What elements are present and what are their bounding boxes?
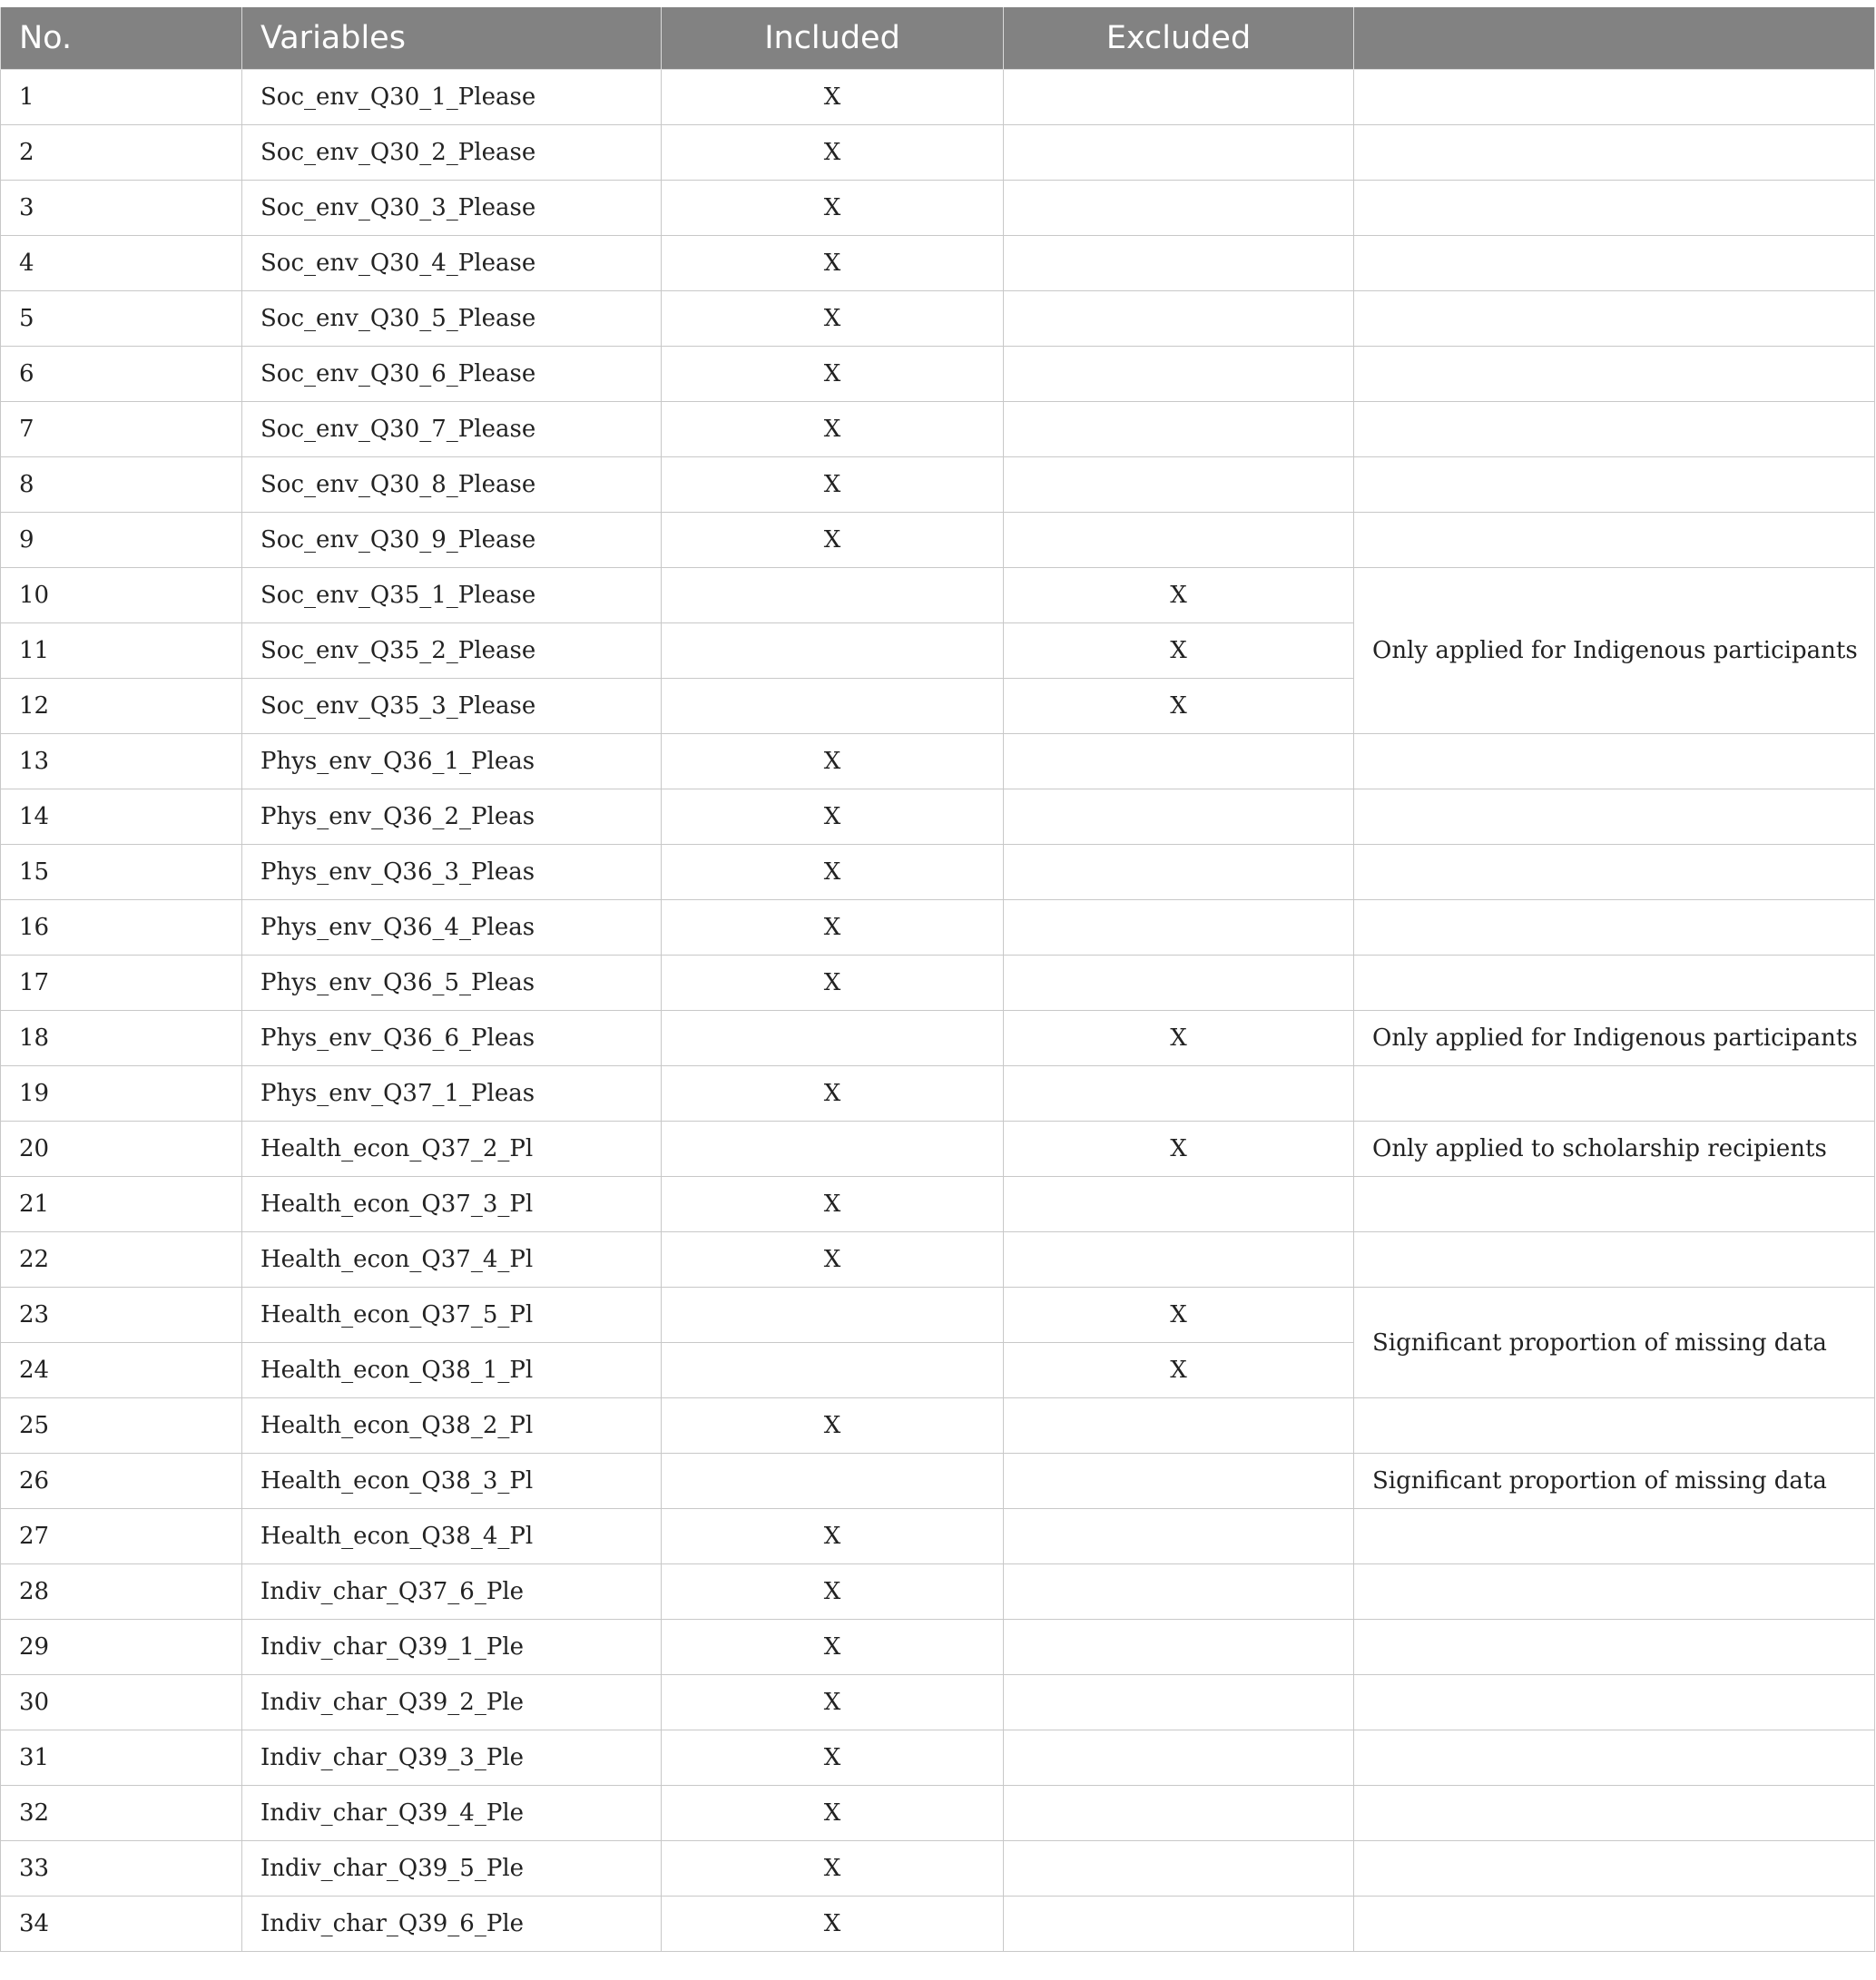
- cell-variable: Soc_env_Q35_2_Please: [242, 623, 662, 679]
- cell-variable: Phys_env_Q36_5_Pleas: [242, 956, 662, 1011]
- cell-variable: Health_econ_Q37_4_Pl: [242, 1232, 662, 1288]
- cell-included: [662, 623, 1004, 679]
- header-included: Included: [662, 7, 1004, 70]
- cell-excluded: [1004, 845, 1354, 900]
- cell-excluded: [1004, 1675, 1354, 1730]
- cell-no: 9: [1, 513, 242, 568]
- cell-note: [1354, 1177, 1875, 1232]
- table-row: [1, 956, 1875, 1011]
- cell-note: [1354, 513, 1875, 568]
- cell-excluded: [1004, 1066, 1354, 1122]
- table-row: [1, 1509, 1875, 1564]
- cell-variable: Phys_env_Q36_1_Pleas: [242, 734, 662, 789]
- cell-variable: Health_econ_Q38_3_Pl: [242, 1454, 662, 1509]
- cell-excluded: [1004, 1730, 1354, 1786]
- cell-included: X: [662, 1841, 1004, 1897]
- cell-variable: Health_econ_Q37_2_Pl: [242, 1122, 662, 1177]
- cell-included: X: [662, 789, 1004, 845]
- cell-variable: Phys_env_Q37_1_Pleas: [242, 1066, 662, 1122]
- table-row: [1, 1232, 1875, 1288]
- cell-no: 24: [1, 1343, 242, 1398]
- cell-no: 23: [1, 1288, 242, 1343]
- table-row: [1, 900, 1875, 956]
- table-row: [1, 402, 1875, 457]
- cell-no: 20: [1, 1122, 242, 1177]
- cell-included: X: [662, 1675, 1004, 1730]
- cell-excluded: [1004, 291, 1354, 347]
- table-row: [1, 125, 1875, 181]
- cell-included: [662, 1343, 1004, 1398]
- cell-variable: Indiv_char_Q39_3_Ple: [242, 1730, 662, 1786]
- cell-no: 18: [1, 1011, 242, 1066]
- cell-included: X: [662, 1564, 1004, 1620]
- table-row: [1, 1841, 1875, 1897]
- cell-excluded: [1004, 70, 1354, 125]
- header-excluded: Excluded: [1004, 7, 1354, 70]
- cell-included: X: [662, 1897, 1004, 1952]
- cell-included: X: [662, 1730, 1004, 1786]
- cell-no: 33: [1, 1841, 242, 1897]
- cell-excluded: X: [1004, 679, 1354, 734]
- cell-included: [662, 568, 1004, 623]
- table-row: [1, 1620, 1875, 1675]
- cell-variable: Indiv_char_Q39_5_Ple: [242, 1841, 662, 1897]
- cell-note: [1354, 1730, 1875, 1786]
- cell-no: 6: [1, 347, 242, 402]
- cell-variable: Phys_env_Q36_4_Pleas: [242, 900, 662, 956]
- cell-note: [1354, 457, 1875, 513]
- cell-excluded: [1004, 1509, 1354, 1564]
- cell-variable: Indiv_char_Q37_6_Ple: [242, 1564, 662, 1620]
- cell-included: X: [662, 457, 1004, 513]
- cell-no: 30: [1, 1675, 242, 1730]
- cell-note: [1354, 1675, 1875, 1730]
- cell-excluded: [1004, 789, 1354, 845]
- cell-excluded: X: [1004, 623, 1354, 679]
- cell-included: X: [662, 1177, 1004, 1232]
- cell-variable: Health_econ_Q38_4_Pl: [242, 1509, 662, 1564]
- cell-variable: Phys_env_Q36_2_Pleas: [242, 789, 662, 845]
- cell-no: 34: [1, 1897, 242, 1952]
- cell-note: [1354, 1620, 1875, 1675]
- cell-excluded: [1004, 1897, 1354, 1952]
- cell-included: X: [662, 125, 1004, 181]
- cell-variable: Indiv_char_Q39_4_Ple: [242, 1786, 662, 1841]
- cell-note: Only applied for Indigenous participants: [1354, 568, 1875, 734]
- cell-no: 19: [1, 1066, 242, 1122]
- cell-no: 28: [1, 1564, 242, 1620]
- cell-included: X: [662, 1509, 1004, 1564]
- variables-table: [0, 7, 1875, 1952]
- cell-no: 25: [1, 1398, 242, 1454]
- table-row: [1, 1066, 1875, 1122]
- cell-no: 27: [1, 1509, 242, 1564]
- cell-excluded: [1004, 402, 1354, 457]
- table-body: [1, 70, 1875, 1952]
- cell-included: X: [662, 1620, 1004, 1675]
- cell-included: [662, 1454, 1004, 1509]
- cell-note: [1354, 181, 1875, 236]
- cell-no: 13: [1, 734, 242, 789]
- table-row: [1, 1177, 1875, 1232]
- cell-excluded: [1004, 1564, 1354, 1620]
- cell-note: [1354, 236, 1875, 291]
- cell-note: [1354, 1786, 1875, 1841]
- cell-variable: Indiv_char_Q39_1_Ple: [242, 1620, 662, 1675]
- table-row: [1, 181, 1875, 236]
- cell-note: [1354, 789, 1875, 845]
- cell-variable: Soc_env_Q30_1_Please: [242, 70, 662, 125]
- cell-variable: Health_econ_Q38_1_Pl: [242, 1343, 662, 1398]
- header-no: No.: [1, 7, 242, 70]
- cell-included: X: [662, 734, 1004, 789]
- cell-no: 21: [1, 1177, 242, 1232]
- cell-included: [662, 1122, 1004, 1177]
- cell-excluded: [1004, 900, 1354, 956]
- cell-note: [1354, 347, 1875, 402]
- cell-no: 17: [1, 956, 242, 1011]
- cell-note: [1354, 734, 1875, 789]
- cell-variable: Soc_env_Q35_3_Please: [242, 679, 662, 734]
- cell-included: [662, 1288, 1004, 1343]
- cell-note: [1354, 70, 1875, 125]
- table-row: [1, 291, 1875, 347]
- cell-excluded: X: [1004, 1288, 1354, 1343]
- cell-excluded: [1004, 457, 1354, 513]
- cell-note: Only applied to scholarship recipients: [1354, 1122, 1875, 1177]
- cell-no: 16: [1, 900, 242, 956]
- table-row: [1, 845, 1875, 900]
- cell-no: 11: [1, 623, 242, 679]
- table-row: [1, 1288, 1875, 1343]
- cell-excluded: [1004, 236, 1354, 291]
- cell-excluded: [1004, 734, 1354, 789]
- table-row: [1, 1454, 1875, 1509]
- cell-note: [1354, 291, 1875, 347]
- cell-no: 12: [1, 679, 242, 734]
- cell-variable: Soc_env_Q30_8_Please: [242, 457, 662, 513]
- cell-excluded: [1004, 956, 1354, 1011]
- table-row: [1, 1897, 1875, 1952]
- cell-included: X: [662, 347, 1004, 402]
- header-row: [1, 7, 1875, 70]
- cell-variable: Phys_env_Q36_6_Pleas: [242, 1011, 662, 1066]
- cell-included: X: [662, 181, 1004, 236]
- cell-variable: Soc_env_Q30_7_Please: [242, 402, 662, 457]
- cell-excluded: X: [1004, 1011, 1354, 1066]
- cell-included: X: [662, 1232, 1004, 1288]
- cell-no: 5: [1, 291, 242, 347]
- cell-variable: Health_econ_Q38_2_Pl: [242, 1398, 662, 1454]
- cell-excluded: [1004, 1398, 1354, 1454]
- cell-included: X: [662, 1786, 1004, 1841]
- cell-note: [1354, 1066, 1875, 1122]
- table-header: [1, 7, 1875, 70]
- cell-no: 29: [1, 1620, 242, 1675]
- cell-included: X: [662, 236, 1004, 291]
- cell-note: [1354, 125, 1875, 181]
- cell-included: X: [662, 845, 1004, 900]
- cell-excluded: [1004, 125, 1354, 181]
- table-row: [1, 1730, 1875, 1786]
- cell-variable: Phys_env_Q36_3_Pleas: [242, 845, 662, 900]
- header-note: [1354, 7, 1875, 70]
- cell-excluded: X: [1004, 1122, 1354, 1177]
- cell-no: 32: [1, 1786, 242, 1841]
- table-row: [1, 513, 1875, 568]
- cell-included: X: [662, 513, 1004, 568]
- cell-variable: Soc_env_Q30_5_Please: [242, 291, 662, 347]
- cell-note: [1354, 956, 1875, 1011]
- cell-no: 7: [1, 402, 242, 457]
- cell-variable: Health_econ_Q37_5_Pl: [242, 1288, 662, 1343]
- table-row: [1, 457, 1875, 513]
- cell-excluded: [1004, 1786, 1354, 1841]
- cell-note: [1354, 1232, 1875, 1288]
- table-row: [1, 1675, 1875, 1730]
- cell-no: 8: [1, 457, 242, 513]
- cell-included: X: [662, 1398, 1004, 1454]
- cell-no: 14: [1, 789, 242, 845]
- cell-note: [1354, 1509, 1875, 1564]
- cell-variable: Soc_env_Q30_6_Please: [242, 347, 662, 402]
- cell-excluded: [1004, 513, 1354, 568]
- cell-note: [1354, 402, 1875, 457]
- cell-no: 10: [1, 568, 242, 623]
- cell-note: [1354, 1564, 1875, 1620]
- cell-note: [1354, 1841, 1875, 1897]
- cell-note: Significant proportion of missing data: [1354, 1288, 1875, 1398]
- cell-variable: Soc_env_Q30_3_Please: [242, 181, 662, 236]
- cell-included: X: [662, 956, 1004, 1011]
- table-row: [1, 1011, 1875, 1066]
- cell-variable: Indiv_char_Q39_6_Ple: [242, 1897, 662, 1952]
- cell-note: Significant proportion of missing data: [1354, 1454, 1875, 1509]
- cell-variable: Indiv_char_Q39_2_Ple: [242, 1675, 662, 1730]
- table-row: [1, 236, 1875, 291]
- cell-note: [1354, 1897, 1875, 1952]
- cell-no: 1: [1, 70, 242, 125]
- cell-variable: Soc_env_Q30_2_Please: [242, 125, 662, 181]
- table-row: [1, 734, 1875, 789]
- cell-no: 2: [1, 125, 242, 181]
- cell-included: X: [662, 900, 1004, 956]
- cell-variable: Soc_env_Q35_1_Please: [242, 568, 662, 623]
- cell-no: 22: [1, 1232, 242, 1288]
- cell-excluded: [1004, 1232, 1354, 1288]
- cell-included: X: [662, 402, 1004, 457]
- table-row: [1, 70, 1875, 125]
- cell-excluded: X: [1004, 1343, 1354, 1398]
- cell-note: [1354, 845, 1875, 900]
- cell-excluded: [1004, 1841, 1354, 1897]
- cell-no: 15: [1, 845, 242, 900]
- cell-no: 4: [1, 236, 242, 291]
- table-row: [1, 1786, 1875, 1841]
- cell-note: [1354, 900, 1875, 956]
- table-row: [1, 1122, 1875, 1177]
- cell-variable: Health_econ_Q37_3_Pl: [242, 1177, 662, 1232]
- cell-included: X: [662, 70, 1004, 125]
- cell-excluded: [1004, 1177, 1354, 1232]
- cell-note: Only applied for Indigenous participants: [1354, 1011, 1875, 1066]
- table-row: [1, 1564, 1875, 1620]
- cell-variable: Soc_env_Q30_9_Please: [242, 513, 662, 568]
- cell-variable: Soc_env_Q30_4_Please: [242, 236, 662, 291]
- cell-excluded: [1004, 347, 1354, 402]
- table-row: [1, 789, 1875, 845]
- cell-included: [662, 1011, 1004, 1066]
- cell-excluded: [1004, 1620, 1354, 1675]
- cell-no: 31: [1, 1730, 242, 1786]
- table-row: [1, 1398, 1875, 1454]
- cell-excluded: X: [1004, 568, 1354, 623]
- cell-no: 26: [1, 1454, 242, 1509]
- cell-note: [1354, 1398, 1875, 1454]
- cell-no: 3: [1, 181, 242, 236]
- cell-included: X: [662, 1066, 1004, 1122]
- table-row: [1, 568, 1875, 623]
- cell-included: X: [662, 291, 1004, 347]
- table-row: [1, 347, 1875, 402]
- cell-included: [662, 679, 1004, 734]
- cell-excluded: [1004, 181, 1354, 236]
- header-variables: Variables: [242, 7, 662, 70]
- cell-excluded: [1004, 1454, 1354, 1509]
